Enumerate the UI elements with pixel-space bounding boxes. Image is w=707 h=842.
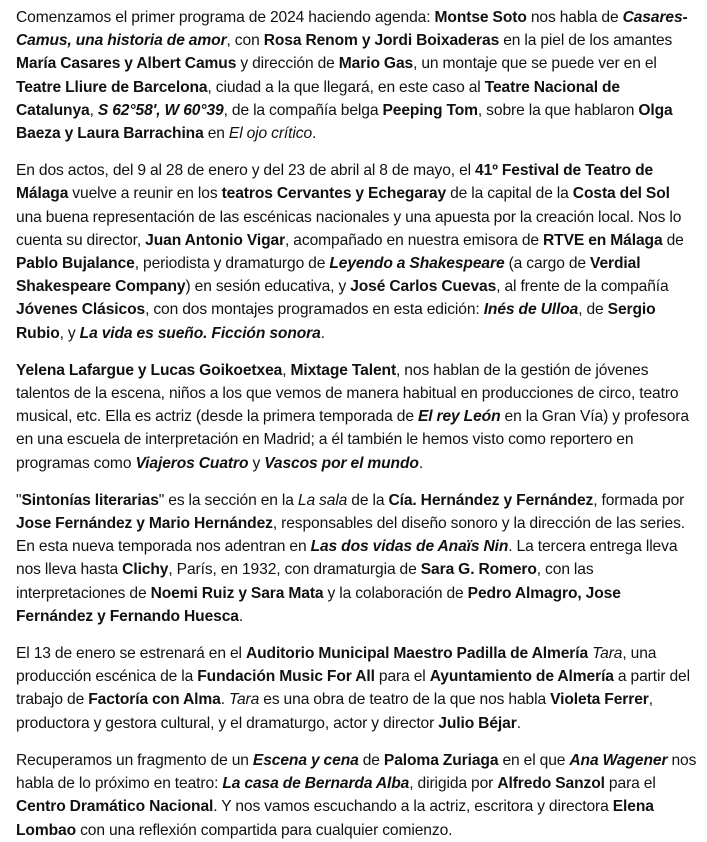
bold-text-run: Elena Lombao	[16, 798, 654, 839]
text-run: , nos hablan de la gestión de jóvenes talentos de la escena, niños a los que vemos de manera habitual en producciones de circo, teatro musical, etc. Ella es actriz (desde la primera temporada de	[16, 361, 679, 426]
bold-text-run: Rosa Renom y Jordi Boixaderas	[263, 32, 500, 50]
bold-italic-text-run: Ana Wagener	[569, 751, 668, 769]
bold-text-run: María Casares y Albert Camus	[16, 55, 237, 73]
bold-text-run: José Carlos Cuevas	[350, 278, 497, 296]
text-run: nos habla de lo próximo en teatro:	[16, 751, 697, 793]
bold-text-run: 41º Festival de Teatro de Málaga	[16, 162, 654, 203]
bold-italic-text-run: Leyendo a Shakespeare	[329, 255, 505, 273]
bold-text-run: Peeping Tom	[382, 101, 478, 119]
bold-italic-text-run: Vascos por el mundo	[264, 454, 419, 472]
bold-text-run: Teatre Lliure de Barcelona	[16, 78, 208, 96]
bold-text-run: Pedro Almagro, Jose Fernández y Fernando Huesca	[16, 584, 621, 625]
text-run: para el	[374, 668, 430, 686]
text-run: .	[238, 607, 244, 625]
bold-text-run: Mario Gas	[338, 55, 414, 73]
text-run: nos habla de	[526, 9, 623, 26]
bold-italic-text-run: Viajeros Cuatro	[135, 454, 249, 472]
text-run: .	[320, 324, 325, 342]
text-run: , periodista y dramaturgo de	[134, 255, 330, 273]
bold-text-run: Julio Béjar	[438, 714, 517, 732]
text-run: En dos actos, del 9 al 28 de enero y del 23 de abril al 8 de mayo, el	[16, 162, 476, 180]
bold-italic-text-run: S 62°58', W 60°39	[97, 101, 224, 119]
text-run: de	[662, 231, 684, 249]
text-run: Recuperamos un fragmento de un	[16, 751, 253, 769]
bold-text-run: Sergio Rubio	[16, 301, 656, 342]
text-run: , ciudad a la que llegará, en este caso al	[207, 78, 485, 96]
bold-text-run: Sara G. Romero	[420, 561, 537, 579]
text-run: , con	[226, 32, 264, 50]
bold-text-run: Alfredo Sanzol	[497, 775, 605, 793]
italic-text-run: El ojo crítico	[228, 125, 313, 143]
text-run: , de la compañía belga	[223, 101, 383, 119]
bold-text-run: teatros Cervantes y Echegaray	[221, 185, 447, 203]
text-run: en la piel de los amantes	[499, 32, 673, 50]
text-run: en	[203, 125, 229, 143]
text-run: a partir del trabajo de	[16, 668, 690, 709]
bold-text-run: Fundación Music For All	[197, 668, 375, 686]
text-run: ,	[282, 361, 291, 379]
text-run: , formada por	[593, 491, 685, 509]
text-run: .	[220, 691, 229, 709]
text-run: .	[516, 714, 521, 732]
text-run: El 13 de enero se estrenará en el	[16, 645, 246, 663]
text-run: ) en sesión educativa, y	[185, 278, 351, 296]
bold-text-run: Sintonías literarias	[21, 491, 159, 509]
text-run: .	[418, 454, 424, 472]
bold-text-run: Cía. Hernández y Fernández	[388, 491, 594, 509]
bold-text-run: Ayuntamiento de Almería	[429, 668, 614, 686]
text-run: y la colaboración de	[323, 584, 468, 602]
bold-text-run: Jóvenes Clásicos	[16, 301, 146, 319]
bold-text-run: Olga Baeza y Laura Barrachina	[16, 101, 673, 143]
bold-italic-text-run: Escena y cena	[252, 751, 359, 769]
bold-text-run: Yelena Lafargue y Lucas Goikoetxea	[16, 361, 283, 379]
text-run: y	[248, 454, 265, 472]
bold-italic-text-run: La casa de Bernarda Alba	[222, 775, 410, 793]
text-run: , sobre la que hablaron	[477, 101, 639, 119]
text-run: con una reflexión compartida para cualquier comienzo.	[76, 821, 453, 839]
bold-text-run: RTVE en Málaga	[543, 231, 663, 249]
bold-text-run: Jose Fernández y Mario Hernández	[16, 515, 273, 533]
text-run: es una obra de teatro de la que nos habla	[259, 691, 551, 709]
text-run: , de	[578, 301, 608, 319]
text-run: de la	[347, 491, 389, 509]
text-run: , una producción escénica de la	[16, 645, 657, 686]
text-run: , con las interpretaciones de	[16, 561, 594, 602]
text-run: , París, en 1932, con dramaturgia de	[168, 561, 421, 579]
bold-text-run: Costa del Sol	[572, 185, 670, 203]
text-run: Comenzamos el primer programa de 2024 haciendo agenda:	[16, 9, 435, 26]
text-run: ,	[89, 101, 98, 119]
paragraph-tara-almeria	[16, 642, 697, 735]
bold-text-run: Violeta Ferrer	[550, 691, 649, 709]
text-run: .	[312, 125, 317, 143]
bold-text-run: Verdial Shakespeare Company	[16, 255, 641, 296]
paragraph-agenda-intro	[16, 6, 697, 145]
text-run: una buena representación de las escénicas nacionales y una apuesta por la creación local. Nos lo cuenta su director,	[16, 208, 682, 249]
paragraph-festival-malaga	[16, 159, 697, 345]
italic-text-run: Tara	[228, 691, 260, 709]
text-run: , acompañado en nuestra emisora de	[285, 231, 544, 249]
italic-text-run: La sala	[297, 491, 348, 509]
text-run: "	[16, 491, 22, 509]
bold-text-run: Paloma Zuriaga	[383, 751, 499, 769]
bold-text-run: Clichy	[122, 561, 169, 579]
bold-italic-text-run: El rey León	[417, 408, 501, 426]
text-run: (a cargo de	[504, 255, 590, 273]
text-run: en el que	[498, 751, 570, 769]
text-run: , un montaje que se puede ver en el	[413, 55, 657, 73]
text-run: de	[358, 751, 384, 769]
bold-text-run: Juan Antonio Vigar	[145, 231, 286, 249]
bold-text-run: Teatre Nacional de Catalunya	[16, 78, 621, 119]
text-run: , dirigida por	[409, 775, 498, 793]
bold-text-run: Noemi Ruiz y Sara Mata	[150, 584, 324, 602]
paragraph-escena-y-cena	[16, 749, 697, 842]
paragraph-mixtage-talent	[16, 359, 697, 475]
bold-text-run: Montse Soto	[434, 9, 527, 26]
text-run: . Y nos vamos escuchando a la actriz, escritora y directora	[213, 798, 613, 816]
text-run: en la Gran Vía) y profesora en una escuela de interpretación en Madrid; a él también le hemos visto como reportero en programas como	[16, 408, 689, 472]
bold-text-run: Pablo Bujalance	[16, 255, 135, 273]
text-run: para el	[604, 775, 656, 793]
text-run: y dirección de	[236, 55, 339, 73]
bold-italic-text-run: La vida es sueño. Ficción sonora	[79, 324, 321, 342]
text-run: , al frente de la compañía	[496, 278, 669, 296]
text-run: . La tercera entrega lleva nos lleva hasta	[16, 538, 678, 579]
text-run: de la capital de la	[446, 185, 573, 203]
text-run: " es la sección en la	[158, 491, 298, 509]
bold-italic-text-run: Casares-Camus, una historia de amor	[16, 9, 688, 50]
bold-italic-text-run: Inés de Ulloa	[483, 301, 579, 319]
text-run: , responsables del diseño sonoro y la dirección de las series. En esta nueva temporada nos adentran en	[16, 515, 686, 556]
bold-text-run: Mixtage Talent	[290, 361, 397, 379]
text-run: vuelve a reunir en los	[68, 185, 222, 203]
text-run: , y	[59, 324, 80, 342]
text-run: , con dos montajes programados en esta edición:	[145, 301, 484, 319]
text-run: , productora y gestora cultural, y el dramaturgo, actor y director	[16, 691, 653, 732]
bold-italic-text-run: Las dos vidas de Anaïs Nin	[310, 538, 509, 556]
paragraph-sintonias-literarias	[16, 489, 697, 628]
bold-text-run: Auditorio Municipal Maestro Padilla de Almería	[245, 645, 589, 663]
italic-text-run: Tara	[592, 645, 623, 663]
bold-text-run: Centro Dramático Nacional	[16, 798, 214, 816]
bold-text-run: Factoría con Alma	[88, 691, 221, 709]
